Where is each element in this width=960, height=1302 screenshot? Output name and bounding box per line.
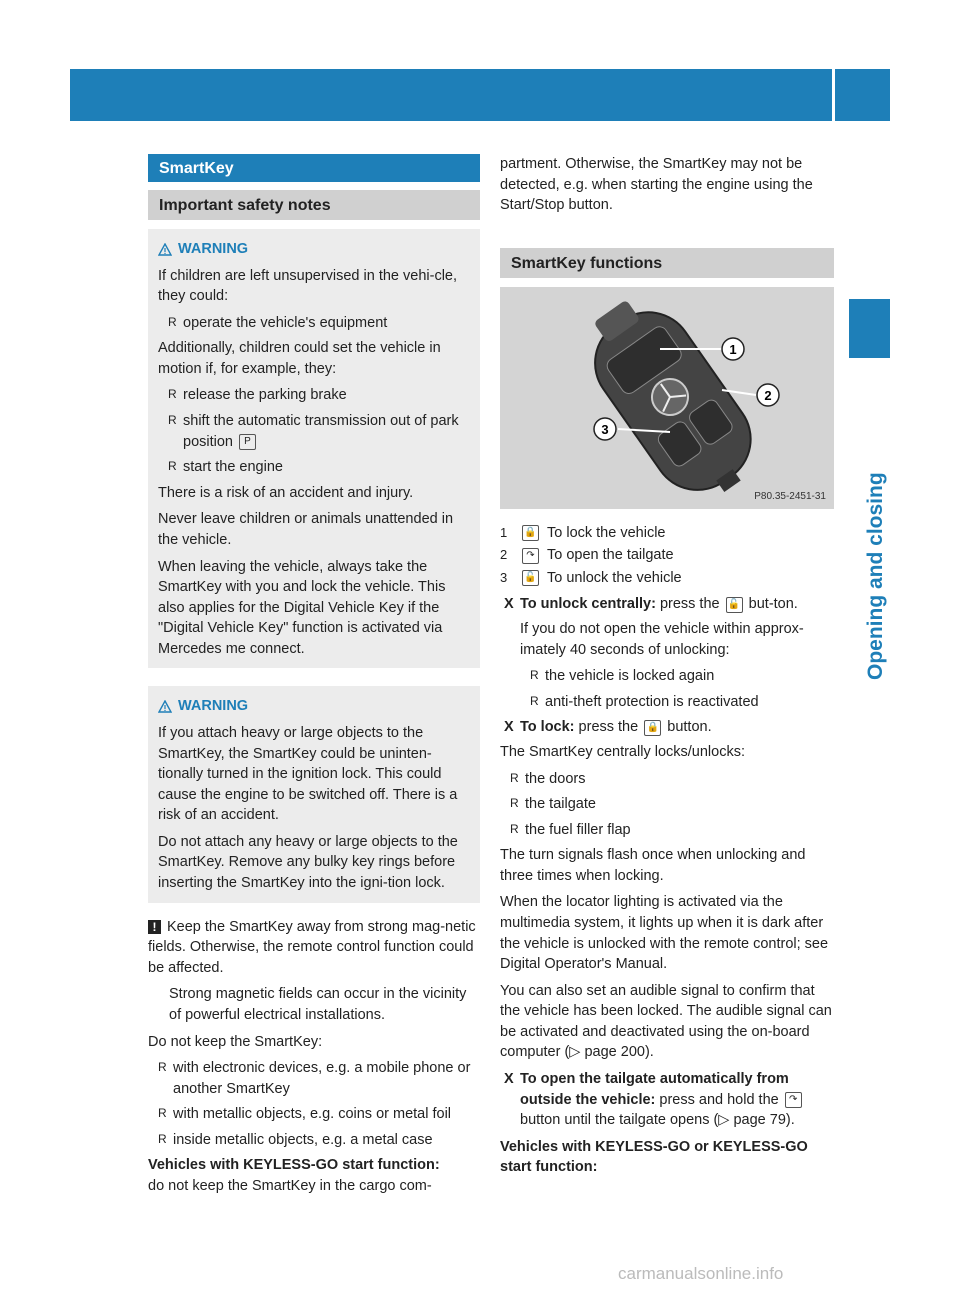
left-column bbox=[148, 154, 480, 1197]
warning-label: WARNING bbox=[178, 698, 249, 715]
list-item: R inside metallic objects, e.g. a metal case bbox=[158, 1130, 480, 1151]
paragraph: If children are left unsupervised in the vehi-cle, they could: bbox=[158, 267, 458, 305]
list-item-text: shift the automatic transmission out of park position bbox=[183, 413, 459, 450]
list-item: R anti-theft protection is reactivated bbox=[530, 692, 834, 713]
paragraph: Additionally, children could set the vehicle in motion if, for example, they: bbox=[158, 340, 441, 377]
warning-label: WARNING bbox=[178, 241, 249, 257]
paragraph: There is a risk of an accident and injury. bbox=[158, 484, 414, 501]
subsection-title: Important safety notes bbox=[148, 190, 480, 220]
legend-text: To unlock the vehicle bbox=[547, 569, 682, 586]
keyless-text: do not keep the SmartKey in the cargo com- bbox=[148, 1177, 432, 1194]
unlock-icon: 🔓 bbox=[726, 597, 743, 613]
list-item: R operate the vehicle's equipment bbox=[168, 313, 470, 334]
paragraph: Do not keep the SmartKey: bbox=[148, 1033, 323, 1050]
list-item: R release the parking brake bbox=[168, 385, 470, 406]
step-text: button. bbox=[667, 719, 712, 736]
list-item: R the vehicle is locked again bbox=[530, 666, 834, 687]
legend-item bbox=[500, 545, 834, 566]
watermark: carmanualsonline.info bbox=[618, 1264, 784, 1283]
section-tab-block bbox=[849, 299, 890, 358]
warning-triangle-icon bbox=[158, 700, 172, 713]
header-bar bbox=[70, 69, 890, 121]
warning-triangle-icon bbox=[158, 243, 172, 256]
warning-heading bbox=[158, 696, 470, 717]
list-item: R the tailgate bbox=[510, 794, 834, 815]
header-title: SmartKey bbox=[798, 17, 892, 39]
tailgate-icon: ↷ bbox=[785, 1092, 802, 1108]
keyless-heading: Vehicles with KEYLESS-GO start function: bbox=[148, 1157, 440, 1174]
list-item bbox=[168, 411, 470, 452]
caution-text: Keep the SmartKey away from strong mag-netic fields. Otherwise, the remote control function could be affected. bbox=[148, 918, 476, 976]
list-item: R with electronic devices, e.g. a mobile phone or another SmartKey bbox=[158, 1058, 480, 1099]
page-number: 69 bbox=[775, 17, 798, 39]
caution-note bbox=[148, 917, 480, 1026]
list-item: R the doors bbox=[510, 769, 834, 790]
paragraph: Never leave children or animals unattended in the vehicle. bbox=[158, 511, 454, 548]
lock-icon: 🔒 bbox=[644, 720, 661, 736]
legend-text: To open the tailgate bbox=[547, 547, 674, 564]
step-text: button until the tailgate opens (▷ page 79). bbox=[520, 1112, 795, 1129]
paragraph bbox=[148, 917, 480, 979]
paragraph: The turn signals flash once when unlocking and three times when locking. bbox=[500, 847, 806, 884]
paragraph: When leaving the vehicle, always take the SmartKey with you and lock the vehicle. This also applies for the Digital Vehicle Key if the "Digital Vehicle Key" function is activated via Mercedes me connect. bbox=[158, 558, 446, 657]
paragraph: When the locator lighting is activated via the multimedia system, it lights up when it is dark after the vehicle is unlocked with the remote control; see Digital Operator's Manual. bbox=[500, 894, 829, 973]
step-text: press and hold the bbox=[659, 1091, 779, 1108]
legend-number: 2 bbox=[500, 547, 508, 563]
warning-box-children bbox=[148, 229, 480, 668]
step-text: press the bbox=[659, 596, 720, 613]
callout-1: 1 bbox=[729, 341, 737, 357]
step-text: press the bbox=[578, 719, 639, 736]
section-tab-label: Opening and closing bbox=[864, 472, 887, 680]
warning-heading bbox=[158, 239, 470, 260]
paragraph: partment. Otherwise, the SmartKey may not be detected, e.g. when starting the engine using the Start/Stop button. bbox=[500, 156, 813, 214]
list-item: R with metallic objects, e.g. coins or metal foil bbox=[158, 1104, 480, 1125]
callout-3: 3 bbox=[601, 421, 609, 437]
caution-icon: ! bbox=[148, 920, 161, 934]
instruction-step bbox=[500, 1069, 834, 1131]
paragraph: If you attach heavy or large objects to the SmartKey, the SmartKey could be uninten-tionally turned in the ignition lock. This could cause the engine to be switched off. There is a risk of an accident. bbox=[158, 724, 458, 824]
functions-title: SmartKey functions bbox=[500, 248, 834, 278]
section-title: SmartKey bbox=[148, 154, 480, 182]
lock-icon: 🔒 bbox=[522, 525, 539, 541]
unlock-icon: 🔓 bbox=[522, 570, 539, 586]
legend-item bbox=[500, 523, 834, 544]
figure-code: P80.35-2451-31 bbox=[754, 490, 826, 502]
legend-number: 1 bbox=[500, 524, 508, 540]
tailgate-icon: ↷ bbox=[522, 548, 539, 564]
park-position-symbol: P bbox=[239, 434, 256, 450]
instruction-step bbox=[500, 717, 834, 738]
header-separator bbox=[832, 69, 835, 121]
list-item: R start the engine bbox=[168, 457, 470, 478]
smartkey-figure bbox=[500, 287, 834, 509]
step-heading: To unlock centrally: bbox=[520, 596, 656, 613]
instruction-step bbox=[500, 594, 834, 615]
legend-item bbox=[500, 568, 834, 589]
paragraph: Strong magnetic fields can occur in the vicinity of powerful electrical installations. bbox=[169, 986, 467, 1023]
keyless-heading: Vehicles with KEYLESS-GO or KEYLESS-GO start function: bbox=[500, 1138, 808, 1176]
warning-box-heavy-objects bbox=[148, 686, 480, 902]
paragraph: You can also set an audible signal to confirm that the vehicle has been locked. The audible signal can be activated and deactivated using the on-board computer (▷ page 200). bbox=[500, 982, 832, 1061]
paragraph: Do not attach any heavy or large objects to the SmartKey. Remove any bulky key rings before inserting the SmartKey into the igni-tion lock. bbox=[158, 833, 458, 892]
callout-2: 2 bbox=[764, 387, 772, 403]
paragraph: If you do not open the vehicle within approx-imately 40 seconds of unlocking: bbox=[520, 621, 804, 658]
right-column bbox=[500, 154, 834, 1178]
smartkey-illustration bbox=[500, 287, 834, 509]
step-heading: To lock: bbox=[520, 719, 575, 736]
step-heading: To open the tailgate automatically from outside the vehicle: bbox=[520, 1071, 789, 1108]
list-item: R the fuel filler flap bbox=[510, 820, 834, 841]
legend-text: To lock the vehicle bbox=[547, 524, 666, 541]
step-text: but-ton. bbox=[748, 596, 798, 613]
legend-number: 3 bbox=[500, 569, 508, 585]
paragraph: The SmartKey centrally locks/unlocks: bbox=[500, 743, 745, 760]
